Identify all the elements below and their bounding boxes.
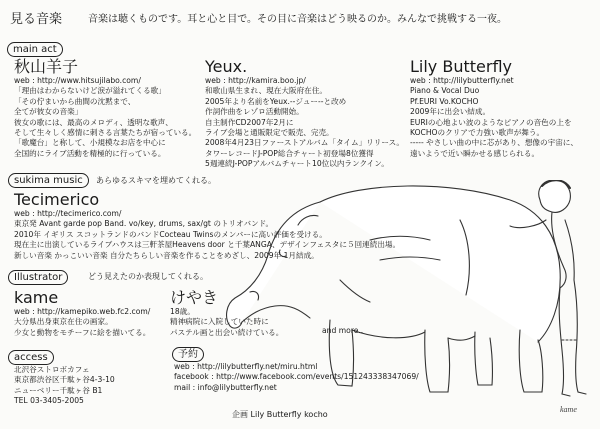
artist-line: 現在主に出演しているライブハウスは三軒茶屋Heavens door と千葉ANGA、デザインフェスタに５回連続出場。	[14, 240, 401, 250]
artist-line: ライブ会場と通販限定で販売、完売。	[205, 128, 334, 138]
artist-web: web : http://www.hitsujilabo.com/	[14, 76, 141, 85]
artist-line: タワーレコードJ-POP総合チャート初登場8位獲得	[205, 148, 374, 158]
tagline: 音楽は聴くものです。耳と心と目で。その目に音楽はどう映るのか。みんなで挑戦する一夜。	[88, 14, 507, 25]
artist-line: 全てが彼女の音楽」	[14, 107, 83, 117]
sukima-music-badge: sukima music	[8, 173, 89, 188]
artist-line: 5週連続J-POPアルバムチャート10位以内ランクイン。	[205, 159, 389, 169]
artist-line: 新しい音楽 かっこいい音楽 自分たちらしい音楽を作ることをめざし、2009年 1月結成。	[14, 250, 319, 260]
artist-name: けやき	[170, 288, 219, 307]
artist-line: そして生々しく感情に刺さる言葉たちが宿っている。	[14, 128, 197, 138]
artist-line: KOCHOのクリアで力強い歌声が舞う。	[410, 128, 545, 138]
artist-line: EURIの心地よい波のようなピアノの音色の上を	[410, 117, 572, 127]
artist-line: 彼女の歌には、最高のメロディ、透明な歌声、	[14, 117, 173, 127]
artist-line: 作詞作曲をレゾロ活動開始。	[205, 107, 304, 117]
illustrator-signature: kame	[560, 405, 577, 414]
venue-name: 北沢谷ストロボカフェ	[14, 365, 90, 374]
artist-line: 大分県出身東京在住の画家。	[14, 317, 113, 327]
access-info	[14, 365, 115, 407]
artist-web: web : http://kamepiko.web.fc2.com/	[14, 307, 151, 316]
and-more: and more..	[322, 326, 364, 335]
reservation-badge: 予約	[172, 347, 204, 362]
artist-line: Piano & Vocal Duo	[410, 86, 480, 96]
artist-line: 自主制作CD2007年2月に	[205, 117, 294, 127]
reservation-web: web : http://lilybutterfly.net/miru.html	[174, 362, 318, 371]
access-badge: access	[8, 350, 54, 365]
artist-line: 和歌山県生まれ、現在大阪府在住。	[205, 86, 327, 96]
illustrator-keyaki	[170, 289, 283, 338]
artist-lily-butterfly	[410, 58, 578, 159]
artist-web: web : http://kamira.boo.jp/	[205, 76, 306, 85]
illustrator-note: どう見えたのか表現してくれる。	[88, 272, 208, 281]
artist-line: 全国的にライブ活動を精極的に行っている。	[14, 148, 166, 158]
organizer-credit: 企画 Lily Butterfly kocho	[232, 410, 328, 419]
artist-line: 「歌魔台」と称して、小規模なお店を中心に	[14, 138, 166, 148]
artist-web: web : http://lilybutterfly.net	[410, 76, 514, 85]
reservation-mail: mail : info@lilybutterfly.net	[174, 382, 277, 392]
main-act-badge: main act	[7, 42, 63, 57]
artist-name: Lily Butterfly	[410, 57, 512, 76]
venue-tel: TEL 03-3405-2005	[14, 396, 84, 406]
sukima-music-note: あらゆるスキマを埋めてくれる。	[96, 176, 216, 185]
artist-yeux	[205, 58, 404, 170]
artist-line: 遠いようで近い瞬かせる感じられる。	[410, 148, 540, 158]
artist-name: kame	[14, 288, 59, 307]
page-title: 見る音楽	[10, 12, 63, 27]
artist-web: web : http://tecimerico.com/	[14, 209, 122, 218]
artist-name: Yeux.	[205, 57, 248, 76]
artist-tecimerico	[14, 191, 400, 261]
artist-line: 2010年 イギリス スコットランドのバンドCocteau Twinsのメンバーに高い評価を受ける。	[14, 229, 327, 239]
artist-line: 2005年より名前をYeux.--ジュー--と改め	[205, 96, 347, 106]
artist-line: 2008年4月23日ファーストアルバム「タイム」リリース。	[205, 138, 404, 148]
illustrator-badge: Illustrator	[8, 270, 68, 285]
artist-line: 2009年に出会い結成。	[410, 107, 491, 117]
artist-line: 「その佇まいから曲間の沈黙まで、	[14, 96, 136, 106]
artist-line: 「理由はわからないけど涙が溢れてくる歌」	[14, 86, 166, 96]
artist-line: 東京発 Avant garde pop Band. vo/key, drums, sax/gt のトリオバンド。	[14, 219, 274, 229]
artist-name: Tecimerico	[14, 190, 100, 209]
reservation-info	[174, 362, 419, 393]
illustrator-kame	[14, 289, 150, 338]
artist-line: パステル画と出会い続けている。	[170, 327, 284, 337]
artist-line: 18歳。	[170, 307, 195, 316]
artist-line: Pf.EURI Vo.KOCHO	[410, 96, 479, 106]
artist-akiyama	[14, 58, 196, 159]
venue-building: ニューベリー千駄ヶ谷 B1	[14, 385, 103, 395]
venue-address: 東京都渋谷区千駄ヶ谷4-3-10	[14, 375, 115, 385]
artist-line: 少女と動物をモチーフに絵を描いてる。	[14, 327, 151, 337]
artist-line: ----- やさしい曲の中に芯があり、想像の宇宙に、	[410, 138, 578, 148]
artist-name: 秋山羊子	[14, 57, 79, 76]
artist-line: 精神病院に入院していた時に	[170, 317, 269, 327]
reservation-facebook: facebook : http://www.facebook.com/events/151243338347069/	[174, 372, 419, 382]
